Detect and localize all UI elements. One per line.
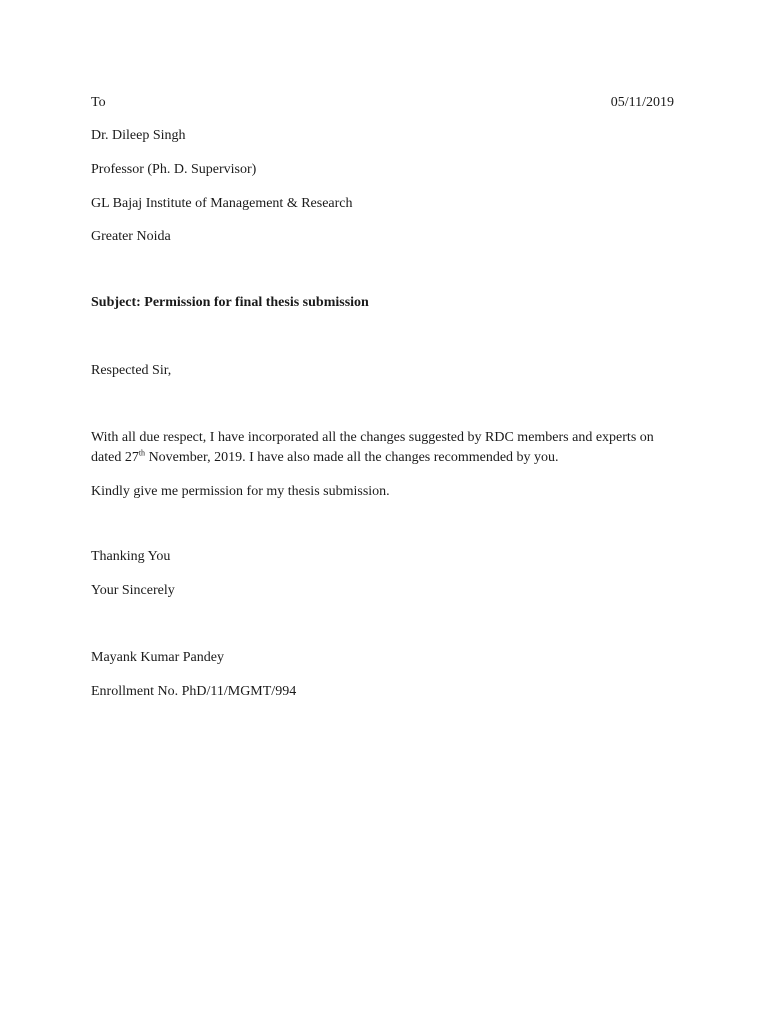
- letter-date: 05/11/2019: [610, 95, 674, 110]
- sender-name: Mayank Kumar Pandey: [91, 650, 224, 665]
- recipient-name: Dr. Dileep Singh: [91, 128, 186, 143]
- salutation: Respected Sir,: [91, 363, 172, 378]
- body-paragraph-1-text-b: November, 2019. I have also made all the changes recommended by you.: [145, 450, 559, 465]
- closing-signoff: Your Sincerely: [91, 583, 175, 598]
- ordinal-suffix: th: [138, 448, 146, 458]
- sender-enrollment: Enrollment No. PhD/11/MGMT/994: [91, 684, 297, 699]
- subject-line: Subject: Permission for final thesis submission: [91, 295, 369, 310]
- closing-thanks: Thanking You: [91, 549, 171, 564]
- recipient-title: Professor (Ph. D. Supervisor): [91, 162, 257, 177]
- body-paragraph-1-text-a: With all due respect, I have incorporated all the changes suggested by RDC members and experts on dated 27: [91, 430, 654, 465]
- recipient-institution: GL Bajaj Institute of Management & Research: [91, 196, 353, 211]
- body-paragraph-1: [91, 428, 687, 468]
- recipient-city: Greater Noida: [91, 229, 171, 244]
- body-paragraph-2: Kindly give me permission for my thesis submission.: [91, 484, 390, 499]
- to-label: To: [91, 95, 106, 110]
